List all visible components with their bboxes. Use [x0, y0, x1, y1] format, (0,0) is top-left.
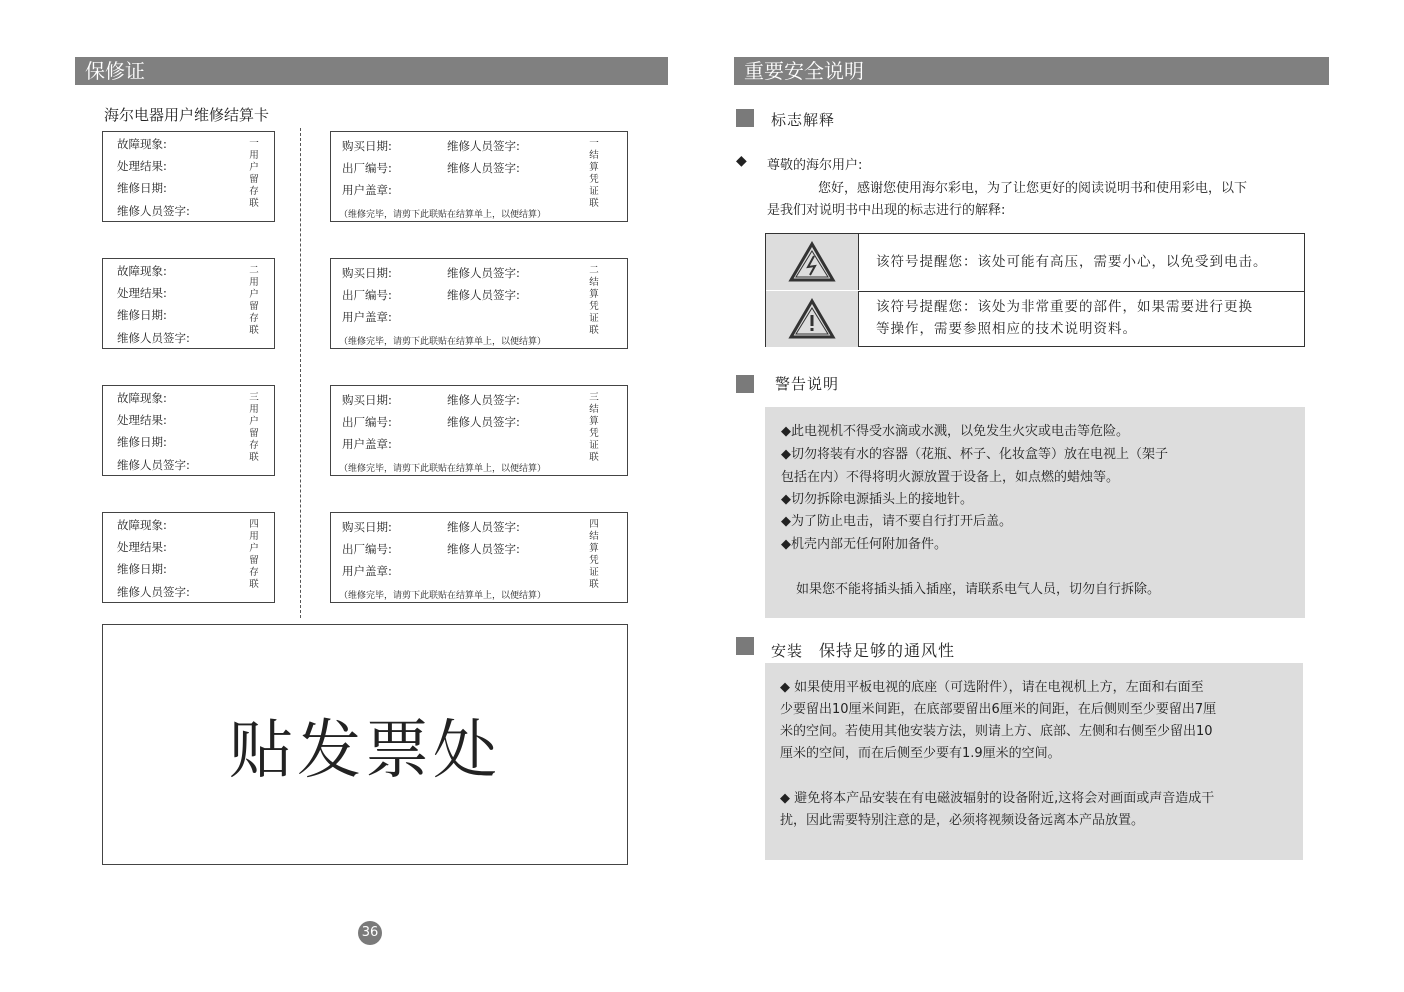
settlement-stub	[330, 512, 628, 603]
warning-item: ◆切勿将装有水的容器（花瓶、杯子、化妆盒等）放在电视上（架子	[781, 447, 1168, 462]
diamond-bullet-icon: ◆	[736, 153, 747, 169]
section-marker	[736, 375, 754, 393]
user-stub-label: 二用户留存联	[249, 265, 259, 336]
install-line: 少要留出10厘米间距，在底部要留出6厘米的间距，在后侧则至少要留出7厘	[780, 702, 1217, 717]
exclamation-warning-icon	[766, 291, 859, 347]
user-field-label: 处理结果:	[117, 159, 167, 173]
user-field-label: 处理结果:	[117, 540, 167, 554]
repairer-sign-label: 维修人员签字:	[447, 266, 520, 280]
invoice-area: 贴发票处	[102, 624, 628, 865]
user-stub-label: 一用户留存联	[249, 138, 259, 209]
intro-line-1: 您好，感谢您使用海尔彩电，为了让您更好的阅读说明书和使用彩电，以下	[818, 181, 1248, 196]
install-line: 扰，因此需要特别注意的是，必须将视频设备远离本产品放置。	[780, 813, 1145, 828]
warning-item: ◆为了防止电击，请不要自行打开后盖。	[781, 514, 1012, 529]
warranty-header: 保修证	[75, 57, 668, 85]
user-stamp-label: 用户盖章:	[342, 310, 392, 324]
install-title: 安装 保持足够的通风性	[771, 641, 956, 660]
purchase-date-label: 购买日期:	[342, 139, 392, 153]
user-stamp-label: 用户盖章:	[342, 437, 392, 451]
install-line: ◆ 如果使用平板电视的底座（可选附件），请在电视机上方，左面和右面至	[780, 680, 1204, 695]
user-field-label: 维修日期:	[117, 435, 167, 449]
settlement-stub	[330, 131, 628, 222]
purchase-date-label: 购买日期:	[342, 393, 392, 407]
user-stub-label: 三用户留存联	[249, 392, 259, 463]
warning-note: 如果您不能将插头插入插座，请联系电气人员，切勿自行拆除。	[796, 582, 1161, 597]
repairer-sign-label: 维修人员签字:	[447, 542, 520, 556]
warning-item: ◆切勿拆除电源插头上的接地针。	[781, 492, 973, 507]
install-box	[765, 663, 1303, 860]
symbols-title: 标志解释	[771, 111, 836, 129]
user-stub	[102, 258, 275, 349]
symbol-text-important: 该符号提醒您：该处为非常重要的部件，如果需要进行更换 等操作，需要参照相应的技术说明资料。	[876, 299, 1253, 337]
section-marker	[736, 637, 754, 655]
user-stub-label: 四用户留存联	[249, 519, 259, 590]
user-field-label: 维修日期:	[117, 308, 167, 322]
user-field-label: 故障现象:	[117, 391, 167, 405]
warning-box	[765, 407, 1305, 618]
warning-item: ◆此电视机不得受水滴或水溅，以免发生火灾或电击等危险。	[781, 424, 1129, 439]
warning-item: 包括在内）不得将明火源放置于设备上，如点燃的蜡烛等。	[781, 470, 1120, 485]
repairer-sign-label: 维修人员签字:	[447, 415, 520, 429]
user-field-label: 故障现象:	[117, 264, 167, 278]
purchase-date-label: 购买日期:	[342, 266, 392, 280]
settlement-stub-label: 三结算凭证联	[589, 392, 599, 463]
repairer-sign-label: 维修人员签字:	[447, 288, 520, 302]
settlement-stub	[330, 385, 628, 476]
user-stub	[102, 512, 275, 603]
warning-title: 警告说明	[775, 375, 840, 393]
user-field-label: 维修日期:	[117, 181, 167, 195]
symbol-text-voltage: 该符号提醒您：该处可能有高压，需要小心，以免受到电击。	[876, 254, 1268, 270]
user-field-label: 处理结果:	[117, 286, 167, 300]
user-field-label: 故障现象:	[117, 518, 167, 532]
factory-no-label: 出厂编号:	[342, 288, 392, 302]
settlement-stub-label: 二结算凭证联	[589, 265, 599, 336]
repairer-sign-label: 维修人员签字:	[447, 520, 520, 534]
cut-note: （维修完毕，请剪下此联贴在结算单上，以便结算）	[339, 591, 547, 601]
symbol-row-voltage	[766, 234, 1304, 292]
repairer-sign-label: 维修人员签字:	[447, 393, 520, 407]
user-field-label: 维修人员签字:	[117, 585, 190, 599]
warning-item: ◆机壳内部无任何附加备件。	[781, 537, 947, 552]
repairer-sign-label: 维修人员签字:	[447, 161, 520, 175]
user-stub	[102, 131, 275, 222]
install-line: 厘米的空间，而在后侧至少要有1.9厘米的空间。	[780, 746, 1061, 761]
cut-note: （维修完毕，请剪下此联贴在结算单上，以便结算）	[339, 210, 547, 220]
settlement-stub	[330, 258, 628, 349]
factory-no-label: 出厂编号:	[342, 161, 392, 175]
settlement-stub-label: 一结算凭证联	[589, 138, 599, 209]
repairer-sign-label: 维修人员签字:	[447, 139, 520, 153]
user-stub	[102, 385, 275, 476]
page-number: 36	[358, 921, 382, 945]
user-field-label: 维修日期:	[117, 562, 167, 576]
factory-no-label: 出厂编号:	[342, 542, 392, 556]
card-title: 海尔电器用户维修结算卡	[104, 106, 270, 124]
user-field-label: 维修人员签字:	[117, 458, 190, 472]
user-stamp-label: 用户盖章:	[342, 183, 392, 197]
cut-line	[300, 128, 301, 618]
user-field-label: 维修人员签字:	[117, 331, 190, 345]
purchase-date-label: 购买日期:	[342, 520, 392, 534]
user-field-label: 维修人员签字:	[117, 204, 190, 218]
high-voltage-warning-icon	[766, 234, 859, 290]
cut-note: （维修完毕，请剪下此联贴在结算单上，以便结算）	[339, 464, 547, 474]
cut-note: （维修完毕，请剪下此联贴在结算单上，以便结算）	[339, 337, 547, 347]
install-line: ◆ 避免将本产品安装在有电磁波辐射的设备附近,这将会对画面或声音造成干	[780, 791, 1215, 806]
safety-header: 重要安全说明	[734, 57, 1329, 85]
settlement-stub-label: 四结算凭证联	[589, 519, 599, 590]
factory-no-label: 出厂编号:	[342, 415, 392, 429]
symbol-table	[765, 233, 1305, 347]
symbol-row-important	[766, 291, 1304, 347]
intro-line-2: 是我们对说明书中出现的标志进行的解释:	[767, 203, 1006, 218]
user-field-label: 处理结果:	[117, 413, 167, 427]
section-marker	[736, 109, 754, 127]
user-field-label: 故障现象:	[117, 137, 167, 151]
user-stamp-label: 用户盖章:	[342, 564, 392, 578]
install-line: 米的空间。若使用其他安装方法，则请上方、底部、左侧和右侧至少留出10	[780, 724, 1213, 739]
greeting: 尊敬的海尔用户:	[767, 158, 863, 173]
